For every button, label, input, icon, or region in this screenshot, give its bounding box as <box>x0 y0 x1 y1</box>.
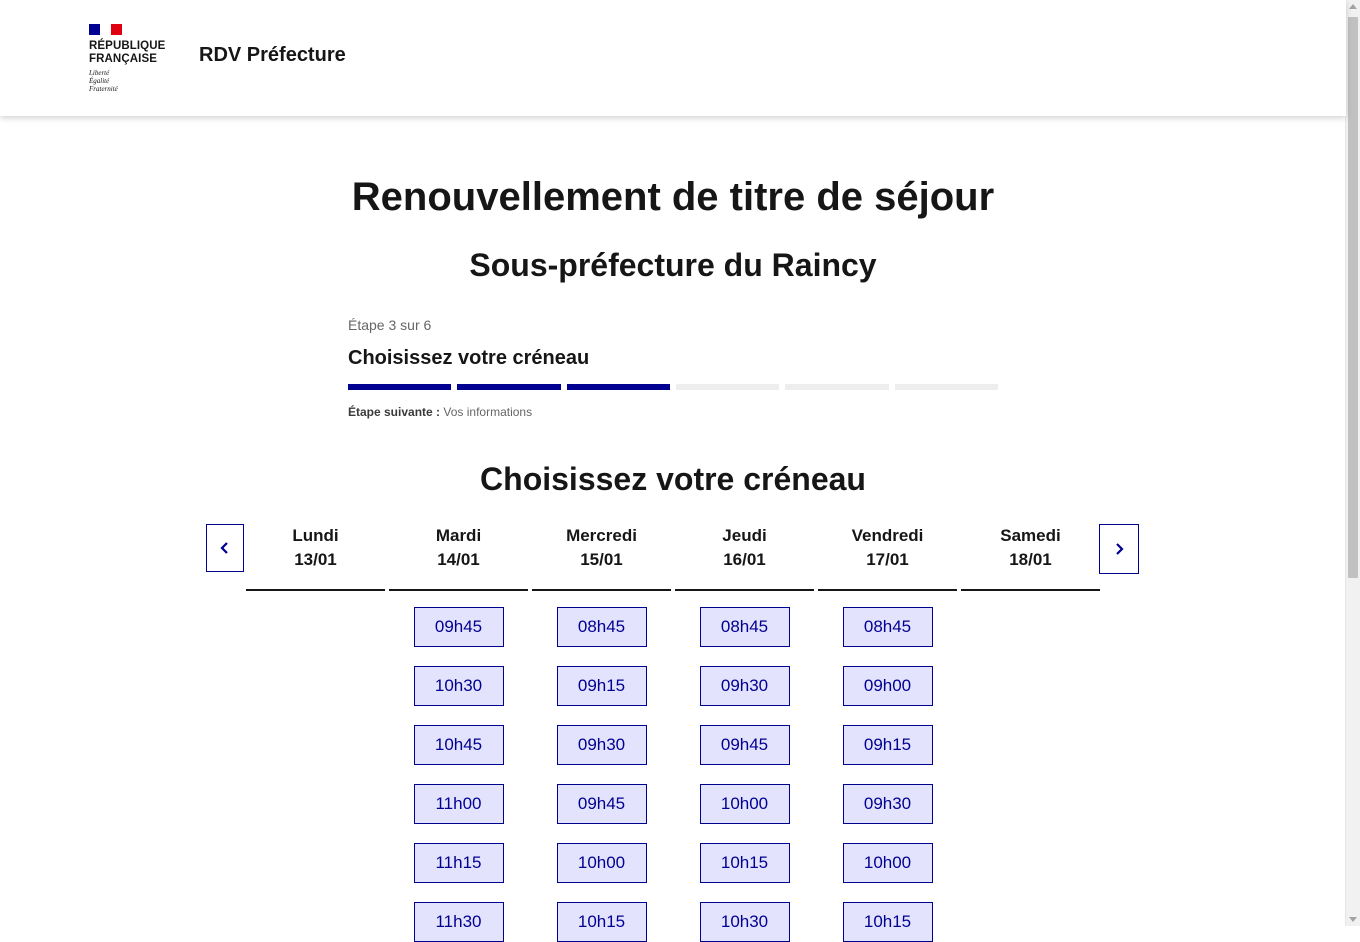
time-slot-button[interactable]: 09h45 <box>700 725 790 765</box>
time-slot-button[interactable]: 09h45 <box>414 607 504 647</box>
time-slot-button[interactable]: 08h45 <box>700 607 790 647</box>
time-slot-button[interactable]: 10h30 <box>700 902 790 942</box>
time-slot-button[interactable]: 08h45 <box>557 607 647 647</box>
day-name: Jeudi <box>722 526 767 545</box>
time-slot-button[interactable]: 08h45 <box>843 607 933 647</box>
stepper-segment <box>895 384 998 390</box>
logo-text-line: FRANÇAISE <box>89 52 157 65</box>
day-header <box>675 524 814 591</box>
time-slot-button[interactable]: 09h30 <box>700 666 790 706</box>
time-slot-button[interactable]: 09h15 <box>557 666 647 706</box>
stepper-next-label: Étape suivante : <box>348 405 441 419</box>
day-name: Vendredi <box>851 526 924 545</box>
time-slot-button[interactable]: 09h45 <box>557 784 647 824</box>
day-date: 16/01 <box>723 550 766 569</box>
slot-list <box>675 591 814 942</box>
french-flag-icon <box>89 24 122 35</box>
page-scrollbar[interactable] <box>1345 0 1360 926</box>
scrollbar-thumb[interactable] <box>1348 17 1358 578</box>
slot-section-title: Choisissez votre créneau <box>480 461 866 497</box>
day-column <box>246 524 385 942</box>
time-slot-button[interactable]: 11h30 <box>414 902 504 942</box>
stepper <box>348 316 998 420</box>
time-slot-button[interactable]: 10h15 <box>557 902 647 942</box>
day-header <box>961 524 1100 591</box>
page-subtitle: Sous-préfecture du Raincy <box>469 247 877 283</box>
time-slot-button[interactable]: 10h45 <box>414 725 504 765</box>
logo-text-line: RÉPUBLIQUE <box>89 40 166 52</box>
stepper-next-step <box>348 404 998 420</box>
service-title-link[interactable]: RDV Préfecture <box>199 44 346 66</box>
day-column <box>389 524 528 942</box>
time-slot-button[interactable]: 10h15 <box>843 902 933 942</box>
stepper-progress-bar <box>348 384 998 390</box>
day-date: 15/01 <box>580 550 623 569</box>
calendar-days <box>246 524 1100 942</box>
day-date: 17/01 <box>866 550 909 569</box>
day-column <box>675 524 814 942</box>
time-slot-button[interactable]: 09h30 <box>843 784 933 824</box>
motto-line: Égalité <box>89 77 110 85</box>
day-column <box>961 524 1100 942</box>
stepper-segment <box>785 384 888 390</box>
stepper-title: Choisissez votre créneau <box>348 347 590 369</box>
next-week-button[interactable] <box>1099 524 1139 574</box>
slot-list <box>532 591 671 942</box>
time-slot-button[interactable]: 10h30 <box>414 666 504 706</box>
day-name: Mardi <box>435 526 482 545</box>
scroll-down-arrow-icon[interactable] <box>1349 917 1357 922</box>
republique-francaise-logo[interactable] <box>89 24 179 96</box>
site-header <box>0 0 1346 116</box>
stepper-segment <box>567 384 670 390</box>
day-date: 18/01 <box>1009 550 1052 569</box>
day-column <box>818 524 957 942</box>
time-slot-button[interactable]: 11h00 <box>414 784 504 824</box>
stepper-segment <box>676 384 779 390</box>
previous-week-button[interactable] <box>206 524 244 572</box>
time-slot-button[interactable]: 10h00 <box>557 843 647 883</box>
time-slot-button[interactable]: 11h15 <box>414 843 504 883</box>
day-column <box>532 524 671 942</box>
motto-line: Fraternité <box>89 85 118 93</box>
stepper-segment <box>457 384 560 390</box>
time-slot-button[interactable]: 10h15 <box>700 843 790 883</box>
slot-list <box>818 591 957 942</box>
slot-list <box>246 591 385 607</box>
time-slot-button[interactable]: 10h00 <box>843 843 933 883</box>
slot-list <box>961 591 1100 607</box>
time-slot-button[interactable]: 09h00 <box>843 666 933 706</box>
stepper-segment <box>348 384 451 390</box>
page-title: Renouvellement de titre de séjour <box>351 175 995 219</box>
day-header <box>818 524 957 591</box>
time-slot-button[interactable]: 09h15 <box>843 725 933 765</box>
stepper-next-value: Vos informations <box>443 405 533 419</box>
day-name: Mercredi <box>566 526 637 545</box>
time-slot-button[interactable]: 09h30 <box>557 725 647 765</box>
slot-list <box>389 591 528 942</box>
motto-line: Liberté <box>89 69 110 77</box>
day-header <box>532 524 671 591</box>
day-date: 14/01 <box>437 550 480 569</box>
day-date: 13/01 <box>294 550 337 569</box>
chevron-right-icon <box>1112 542 1126 556</box>
day-header <box>389 524 528 591</box>
stepper-state: Étape 3 sur 6 <box>348 317 432 333</box>
day-name: Lundi <box>292 526 339 545</box>
time-slot-button[interactable]: 10h00 <box>700 784 790 824</box>
day-header <box>246 524 385 591</box>
chevron-left-icon <box>218 541 232 555</box>
scroll-up-arrow-icon[interactable] <box>1349 4 1357 9</box>
day-name: Samedi <box>1000 526 1061 545</box>
